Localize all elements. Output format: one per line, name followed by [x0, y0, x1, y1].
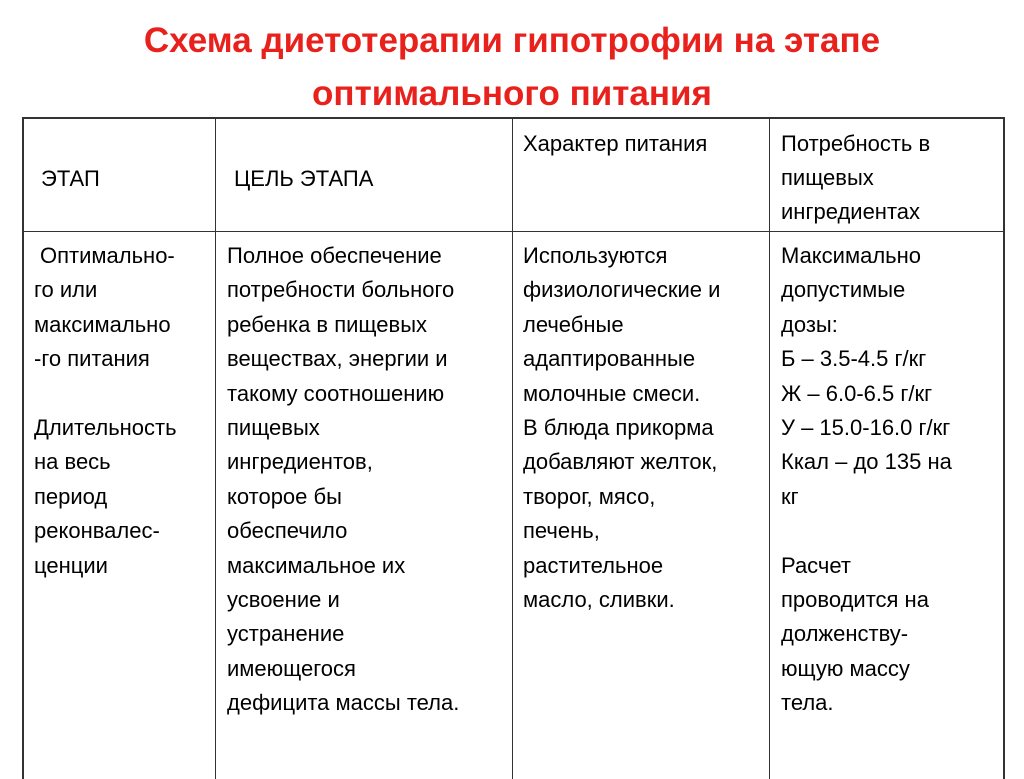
nutrition-line: растительное: [523, 552, 664, 578]
calc-line: проводится на: [781, 587, 929, 613]
goal-line: максимальное их: [227, 552, 406, 578]
title-line-1: Схема диетотерапии гипотрофии на этапе: [143, 21, 881, 60]
duration-line: ценции: [34, 552, 108, 578]
needs-line: Ккал – до 135 на: [781, 449, 952, 475]
stage-line: -го питания: [34, 346, 150, 372]
header-needs: [781, 127, 930, 229]
column-divider-2: [512, 119, 513, 779]
column-divider-1: [215, 119, 216, 779]
needs-line: Максимально: [781, 243, 922, 268]
nutrition-line: печень,: [523, 518, 600, 544]
goal-line: имеющегося: [227, 655, 356, 681]
header-needs-line: Потребность в: [781, 131, 931, 156]
nutrition-line: масло, сливки.: [523, 587, 675, 613]
goal-line: такому соотношению: [227, 380, 445, 406]
goal-line: обеспечило: [227, 518, 348, 544]
cell-stage: [34, 239, 177, 583]
goal-line: потребности больного: [227, 277, 455, 303]
needs-line: кг: [781, 483, 799, 509]
goal-line: веществах, энергии и: [227, 346, 448, 372]
calc-line: ющую массу: [781, 655, 910, 681]
calc-line: долженству-: [781, 621, 909, 647]
stage-spacer: [34, 377, 177, 411]
nutrition-line: физиологические и: [523, 277, 721, 303]
needs-line: дозы:: [781, 311, 838, 337]
goal-line: Полное обеспечение: [227, 243, 442, 268]
header-row-divider: [24, 231, 1003, 232]
nutrition-line: молочные смеси.: [523, 380, 701, 406]
column-divider-3: [769, 119, 770, 779]
nutrition-line: творог, мясо,: [523, 483, 656, 509]
nutrition-line: добавляют желток,: [523, 449, 718, 475]
goal-line: пищевых: [227, 415, 320, 441]
duration-line: реконвалес-: [34, 518, 160, 544]
goal-line: ингредиентов,: [227, 449, 373, 475]
needs-line: допустимые: [781, 277, 906, 303]
header-goal: ЦЕЛЬ ЭТАПА: [234, 166, 374, 191]
goal-line: которое бы: [227, 483, 342, 509]
stage-line: го или: [34, 277, 98, 303]
cell-goal: [227, 239, 459, 721]
header-needs-line: ингредиентах: [781, 199, 921, 224]
needs-spacer: [781, 514, 952, 548]
stage-line: максимально: [34, 311, 171, 337]
goal-line: ребенка в пищевых: [227, 311, 428, 337]
stage-line: Оптимально-: [40, 243, 175, 268]
nutrition-line: Используются: [523, 243, 668, 268]
header-stage: ЭТАП: [41, 166, 100, 191]
diet-therapy-table: [22, 117, 1005, 779]
cell-nutrition: [523, 239, 720, 617]
duration-line: на весь: [34, 449, 111, 475]
duration-line: Длительность: [34, 415, 177, 441]
needs-line: Б – 3.5-4.5 г/кг: [781, 346, 927, 372]
page-title: [0, 14, 1024, 120]
duration-line: период: [34, 483, 108, 509]
nutrition-line: лечебные: [523, 311, 624, 337]
goal-line: усвоение и: [227, 587, 340, 613]
needs-line: У – 15.0-16.0 г/кг: [781, 415, 951, 441]
calc-line: тела.: [781, 690, 834, 716]
header-nutrition: Характер питания: [523, 131, 708, 156]
calc-line: Расчет: [781, 552, 851, 578]
header-needs-line: пищевых: [781, 165, 874, 190]
cell-needs: [781, 239, 952, 721]
needs-line: Ж – 6.0-6.5 г/кг: [781, 380, 933, 406]
title-line-2: оптимального питания: [312, 74, 712, 113]
goal-line: устранение: [227, 621, 345, 647]
goal-line: дефицита массы тела.: [227, 690, 460, 716]
nutrition-line: В блюда прикорма: [523, 415, 714, 441]
nutrition-line: адаптированные: [523, 346, 696, 372]
